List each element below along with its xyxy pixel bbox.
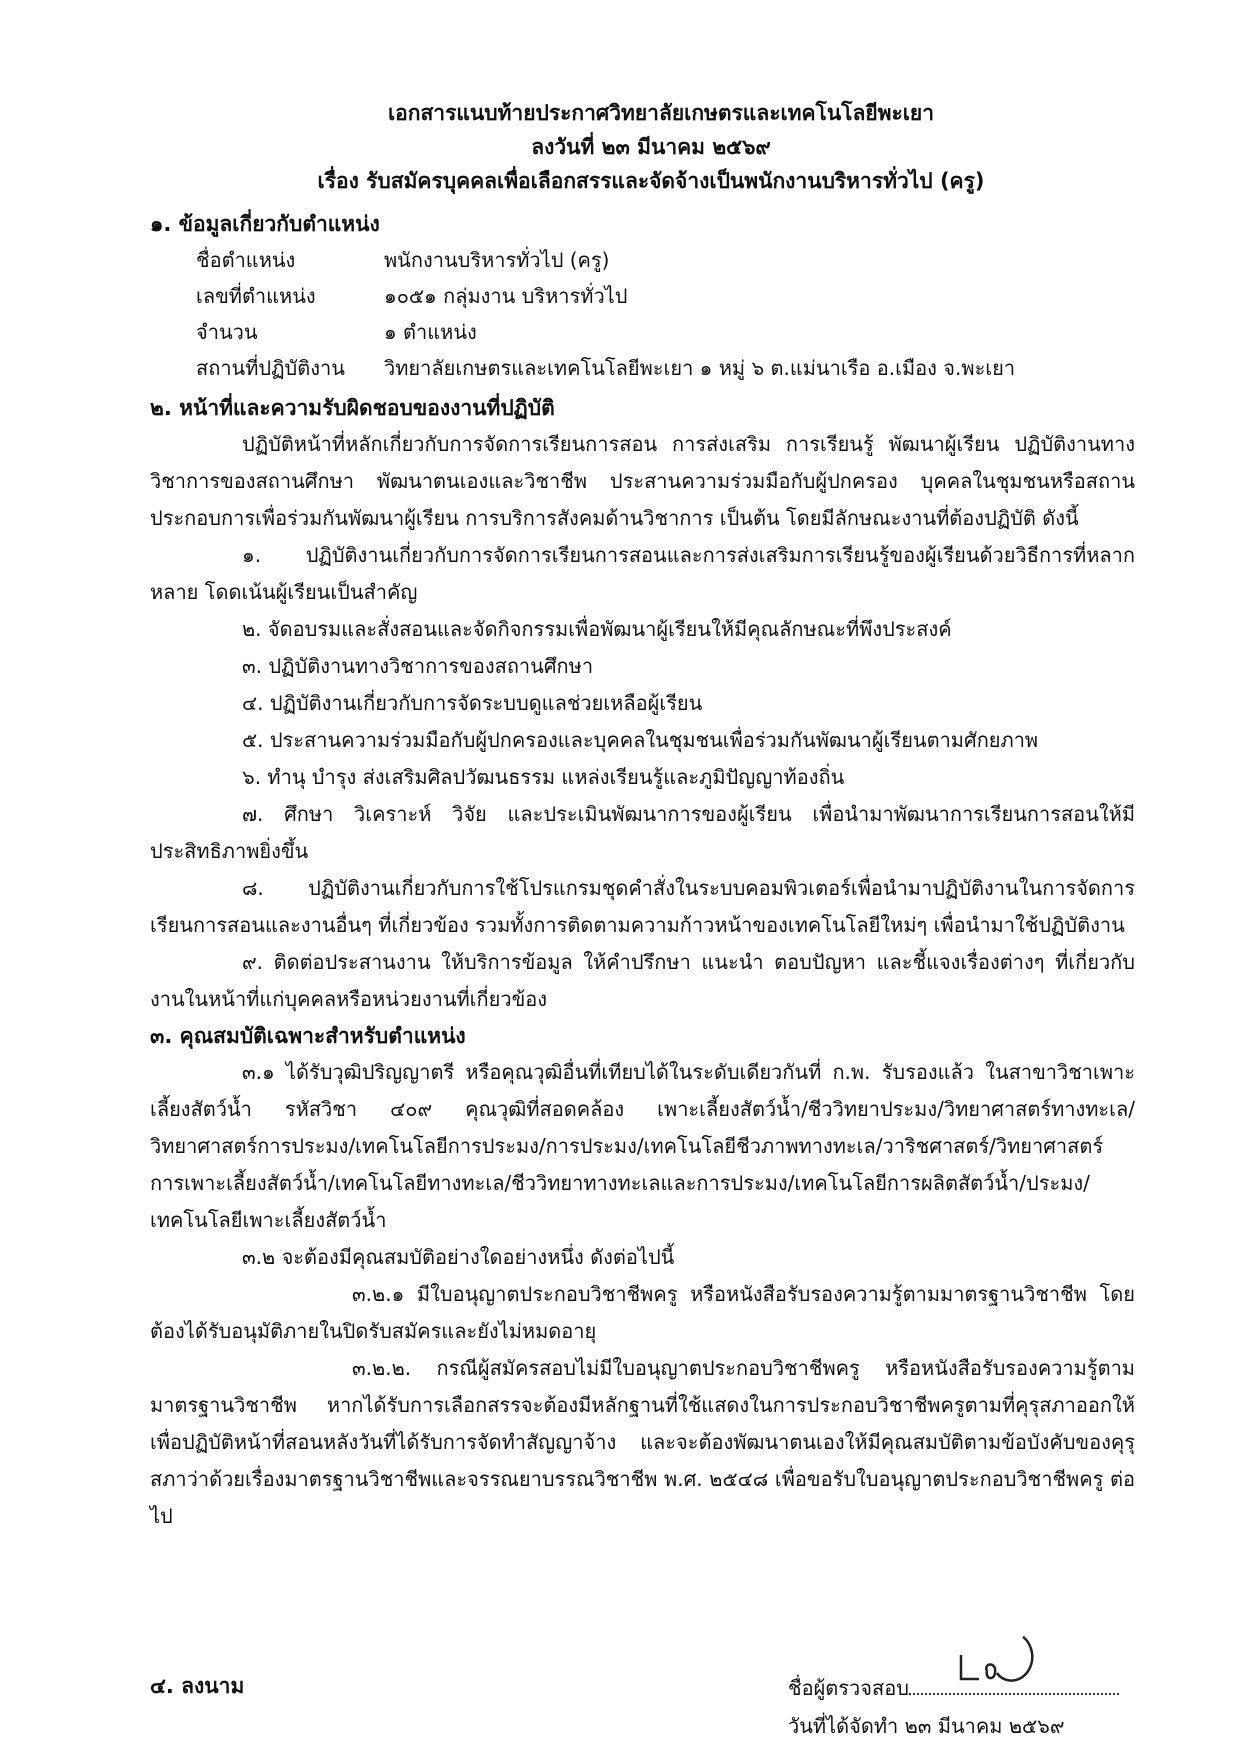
signature-line [909,1675,1119,1695]
workplace-row [150,350,1135,386]
signature-block [788,1669,1119,1745]
handwritten-signature-icon [939,1635,1079,1695]
section2-heading: ๒. หน้าที่และความรับผิดชอบของงานที่ปฏิบัติ [150,396,555,420]
position-name-label: ชื่อตำแหน่ง [196,248,296,272]
section2-intro: ปฏิบัติหน้าที่หลักเกี่ยวกับการจัดการเรียนการสอน การส่งเสริม การเรียนรู้ พัฒนาผู้เรียน ปฏิบัติงานทางวิชาการของสถานศึกษา พัฒนาตนเองและวิชาชีพ ประสานความร่วมมือกับผู้ปกครอง บุคคลในชุมชนหรือสถานประกอบการเพื่อร่วมกันพัฒนาผู้เรียน การบริการสังคมด้านวิชาการ เป็นต้น โดยมีลักษณะงานที่ต้องปฏิบัติ ดังนี้ [150,432,1135,530]
document-body [150,206,1135,1535]
duty-item-6: ๖. ทำนุ บำรุง ส่งเสริมศิลปวัฒนธรรม แหล่งเรียนรู้และภูมิปัญญาท้องถิ่น [242,765,845,789]
prepared-date: วันที่ได้จัดทำ ๒๓ มีนาคม ๒๕๖๙ [788,1714,1065,1738]
workplace-value: วิทยาลัยเกษตรและเทคโนโลยีพะเยา ๑ หมู่ ๖ ต.แม่นาเรือ อ.เมือง จ.พะเยา [384,356,1016,380]
section4-heading: ๔. ลงนาม [150,1674,245,1698]
duty-item-4: ๔. ปฏิบัติงานเกี่ยวกับการจัดระบบดูแลช่วยเหลือผู้เรียน [242,691,703,715]
header-date: ลงวันที่ ๒๓ มีนาคม ๒๕๖๙ [531,135,771,159]
duty-item-8: ๘. ปฏิบัติงานเกี่ยวกับการใช้โปรแกรมชุดคำสั่งในระบบคอมพิวเตอร์เพื่อนำมาปฏิบัติงานในการจัดการเรียนการสอนและงานอื่นๆ ที่เกี่ยวข้อง รวมทั้งการติดตามความก้าวหน้าของเทคโนโลยีใหม่ๆ เพื่อนำมาใช้ปฏิบัติงาน [150,876,1135,937]
document-header [0,96,1242,198]
position-name-value: พนักงานบริหารทั่วไป (ครู) [384,248,610,272]
checker-line [788,1669,1119,1707]
position-number-row [150,278,1135,314]
qualification-3-1: ๓.๑ ได้รับวุฒิปริญญาตรี หรือคุณวุฒิอื่นที่เทียบได้ในระดับเดียวกันที่ ก.พ. รับรองแล้ว ในสาขาวิชาเพาะเลี้ยงสัตว์น้ำ รหัสวิชา ๔๐๙ คุณวุฒิที่สอดคล้อง เพาะเลี้ยงสัตว์น้ำ/ชีววิทยาประมง/วิทยาศาสตร์ทางทะเล/วิทยาศาสตร์การประมง/เทคโนโลยีการประมง/การประมง/เทคโนโลยีชีวภาพทางทะเล/วาริชศาสตร์/วิทยาศาสตร์การเพาะเลี้ยงสัตว์น้ำ/เทคโนโลยีทางทะเล/ชีววิทยาทางทะเลและการประมง/เทคโนโลยีการผลิตสัตว์น้ำ/ประมง/เทคโนโลยีเพาะเลี้ยงสัตว์น้ำ [150,1060,1135,1232]
duty-item-1: ๑. ปฏิบัติงานเกี่ยวกับการจัดการเรียนการสอนและการส่งเสริมการเรียนรู้ของผู้เรียนด้วยวิธีการที่หลากหลาย โดดเน้นผู้เรียนเป็นสำคัญ [150,543,1135,604]
position-number-value: ๑๐๕๑ กลุ่มงาน บริหารทั่วไป [384,284,628,308]
duty-item-2: ๒. จัดอบรมและสั่งสอนและจัดกิจกรรมเพื่อพัฒนาผู้เรียนให้มีคุณลักษณะที่พึงประสงค์ [242,617,952,641]
qualification-3-2-2: ๓.๒.๒. กรณีผู้สมัครสอบไม่มีใบอนุญาตประกอบวิชาชีพครู หรือหนังสือรับรองความรู้ตามมาตรฐานวิชาชีพ หากได้รับการเลือกสรรจะต้องมีหลักฐานที่ใช้แสดงในการประกอบวิชาชีพครูตามที่คุรุสภาออกให้เพื่อปฏิบัติหน้าที่สอนหลังวันที่ได้รับการจัดทำสัญญาจ้าง และจะต้องพัฒนาตนเองให้มีคุณสมบัติตามข้อบังคับของคุรุสภาว่าด้วยเรื่องมาตรฐานวิชาชีพและจรรณยาบรรณวิชาชีพ พ.ศ. ๒๕๔๘ เพื่อขอรับใบอนุญาตประกอบวิชาชีพครู ต่อไป [150,1356,1135,1528]
position-count-value: ๑ ตำแหน่ง [384,320,477,344]
duty-item-9: ๙. ติดต่อประสานงาน ให้บริการข้อมูล ให้คำปรึกษา แนะนำ ตอบปัญหา และชี้แจงเรื่องต่างๆ ที่เกี่ยวกับงานในหน้าที่แก่บุคคลหรือหน่วยงานที่เกี่ยวข้อง [150,950,1135,1011]
header-subject: เรื่อง รับสมัครบุคคลเพื่อเลือกสรรและจัดจ้างเป็นพนักงานบริหารทั่วไป (ครู) [317,169,985,193]
qualification-3-2-1: ๓.๒.๑ มีใบอนุญาตประกอบวิชาชีพครู หรือหนังสือรับรองความรู้ตามมาตรฐานวิชาชีพ โดยต้องได้รับอนุมัติภายในปิดรับสมัครและยังไม่หมดอายุ [150,1282,1135,1343]
position-name-row [150,242,1135,278]
duty-item-7: ๗. ศึกษา วิเคราะห์ วิจัย และประเมินพัฒนาการของผู้เรียน เพื่อนำมาพัฒนาการเรียนการสอนให้มีประสิทธิภาพยิ่งขึ้น [150,802,1135,863]
checker-label: ชื่อผู้ตรวจสอบ [788,1676,909,1700]
section3-heading: ๓. คุณสมบัติเฉพาะสำหรับตำแหน่ง [150,1024,466,1048]
header-title: เอกสารแนบท้ายประกาศวิทยาลัยเกษตรและเทคโนโลยีพะเยา [387,101,935,125]
position-count-label: จำนวน [196,320,258,344]
position-count-row [150,314,1135,350]
duty-item-3: ๓. ปฏิบัติงานทางวิชาการของสถานศึกษา [242,654,594,678]
qualification-3-2: ๓.๒ จะต้องมีคุณสมบัติอย่างใดอย่างหนึ่ง ดังต่อไปนี้ [242,1245,675,1269]
position-number-label: เลขที่ตำแหน่ง [196,284,316,308]
section1-heading: ๑. ข้อมูลเกี่ยวกับตำแหน่ง [150,212,380,236]
workplace-label: สถานที่ปฏิบัติงาน [196,356,345,380]
duty-item-5: ๕. ประสานความร่วมมือกับผู้ปกครองและบุคคลในชุมชนเพื่อร่วมกันพัฒนาผู้เรียนตามศักยภาพ [242,728,1039,752]
